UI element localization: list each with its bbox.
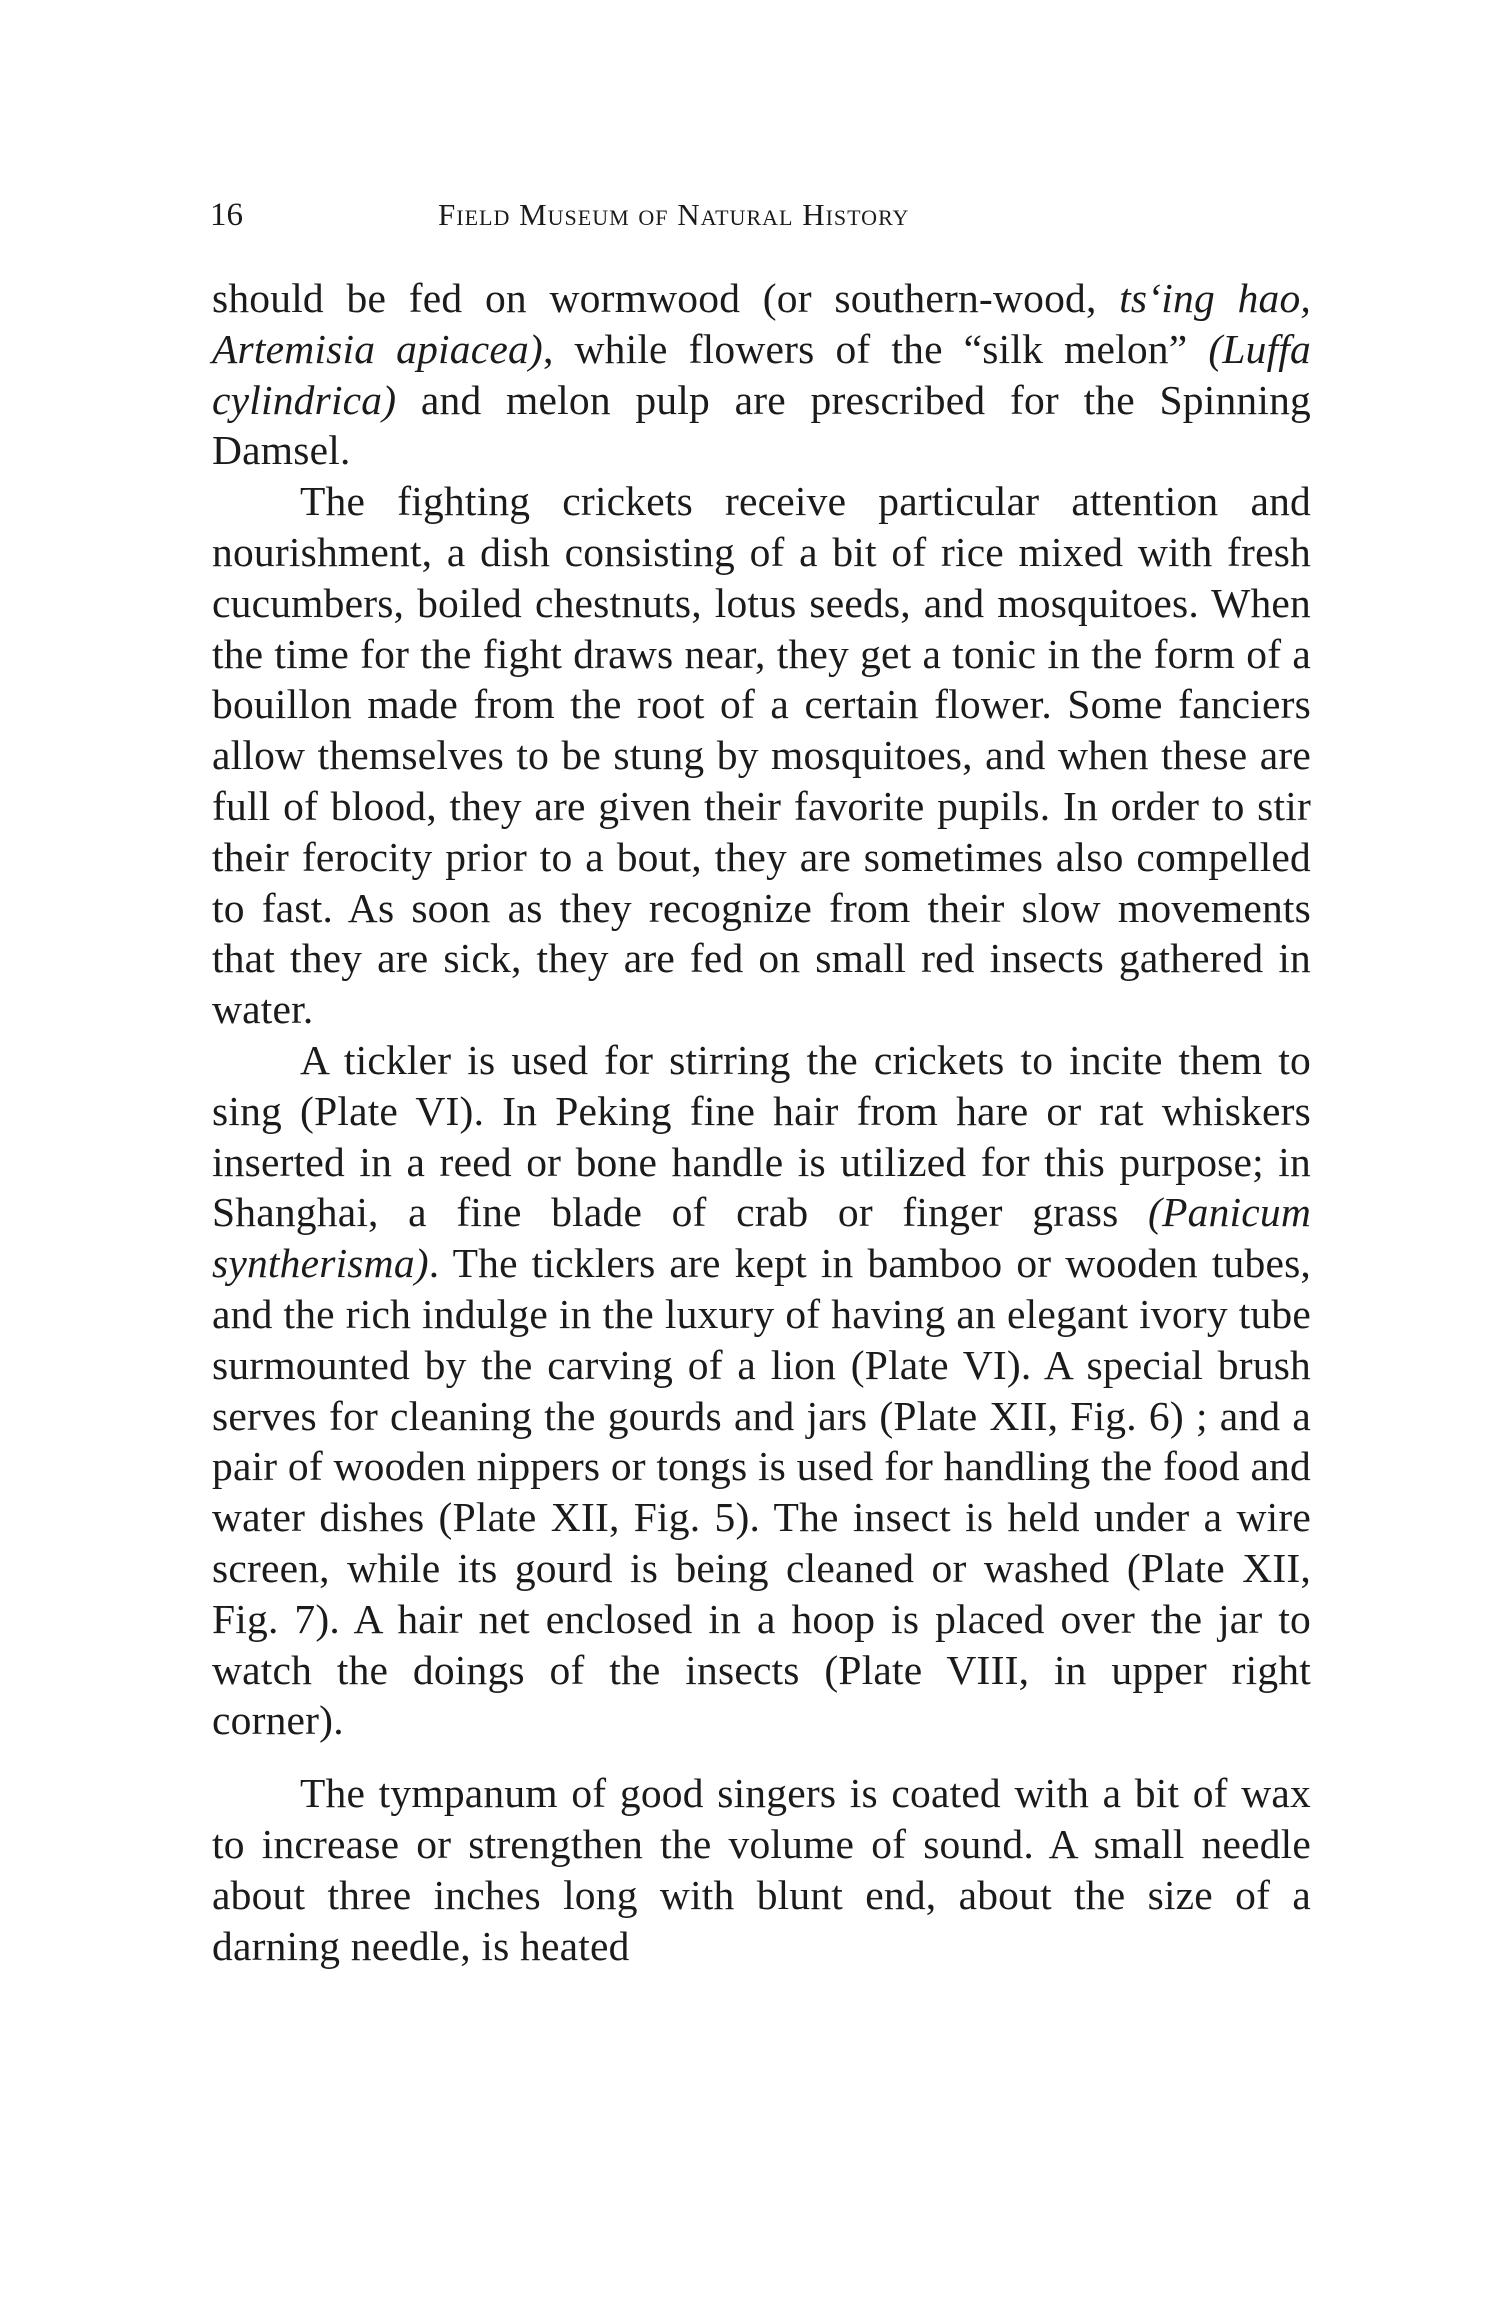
- text-run-italic: (Luffa cylindrica): [212, 325, 1311, 423]
- text-run: The fighting crickets receive particular attention and nourishment, a dish consisting of a bit of rice mixed with fresh cucumbers, boiled chestnuts, lotus seeds, and mosquitoes. When the time for the fight draws near, they get a tonic in the form of a bouillon made from the root of a certain flower. Some fanciers allow themselves to be stung by mosquitoes, and when these are full of blood, they are given their favorite pupils. In order to stir their ferocity prior to a bout, they are sometimes also compelled to fast. As soon as they recognize from their slow movements that they are sick, they are fed on small red insects gathered in water.: [212, 478, 1311, 1033]
- text-run: . The ticklers are kept in bamboo or wooden tubes, and the rich indulge in the luxury of having an elegant ivory tube surmounted by the carving of a lion (Plate VI). A special brush serves for cleaning the gourds and jars (Plate XII, Fig. 6) ; and a pair of wooden nippers or tongs is used for handling the food and water dishes (Plate XII, Fig. 5). The insect is held under a wire screen, while its gourd is being cleaned or washed (Plate XII, Fig. 7). A hair net enclosed in a hoop is placed over the jar to watch the doings of the insects (Plate VIII, in upper right corner).: [212, 1240, 1311, 1744]
- paragraph-fighting-crickets: [212, 476, 1311, 1035]
- text-run: should be fed on wormwood (or southern-wood,: [212, 275, 1120, 321]
- text-run-italic: ts‘ing hao, Artemisia apiacea): [212, 275, 1311, 372]
- text-run: and melon pulp are prescribed for the Spinning Damsel.: [212, 376, 1311, 474]
- paragraph-tickler: [212, 1035, 1311, 1746]
- running-title: Field Museum of Natural History: [438, 197, 910, 232]
- text-run: , while flowers of the “silk melon”: [542, 325, 1209, 372]
- paragraph-tympanum: [212, 1768, 1311, 1971]
- text-run-italic: (Panicum syntherisma): [212, 1189, 1311, 1287]
- page-header: [210, 193, 1310, 243]
- body-text: [212, 273, 1311, 1971]
- page-number: 16: [210, 197, 243, 233]
- text-run: A tickler is used for stirring the crickets to incite them to sing (Plate VI). In Peking fine hair from hare or rat whiskers inserted in a reed or bone handle is utilized for this purpose; in Shanghai, a fine blade of crab or finger grass: [212, 1036, 1311, 1236]
- text-run: The tympanum of good singers is coated with a bit of wax to increase or strengthen the volume of sound. A small needle about three inches long with blunt end, about the size of a darning needle, is heated: [212, 1770, 1311, 1969]
- paragraph-continued: [212, 273, 1311, 476]
